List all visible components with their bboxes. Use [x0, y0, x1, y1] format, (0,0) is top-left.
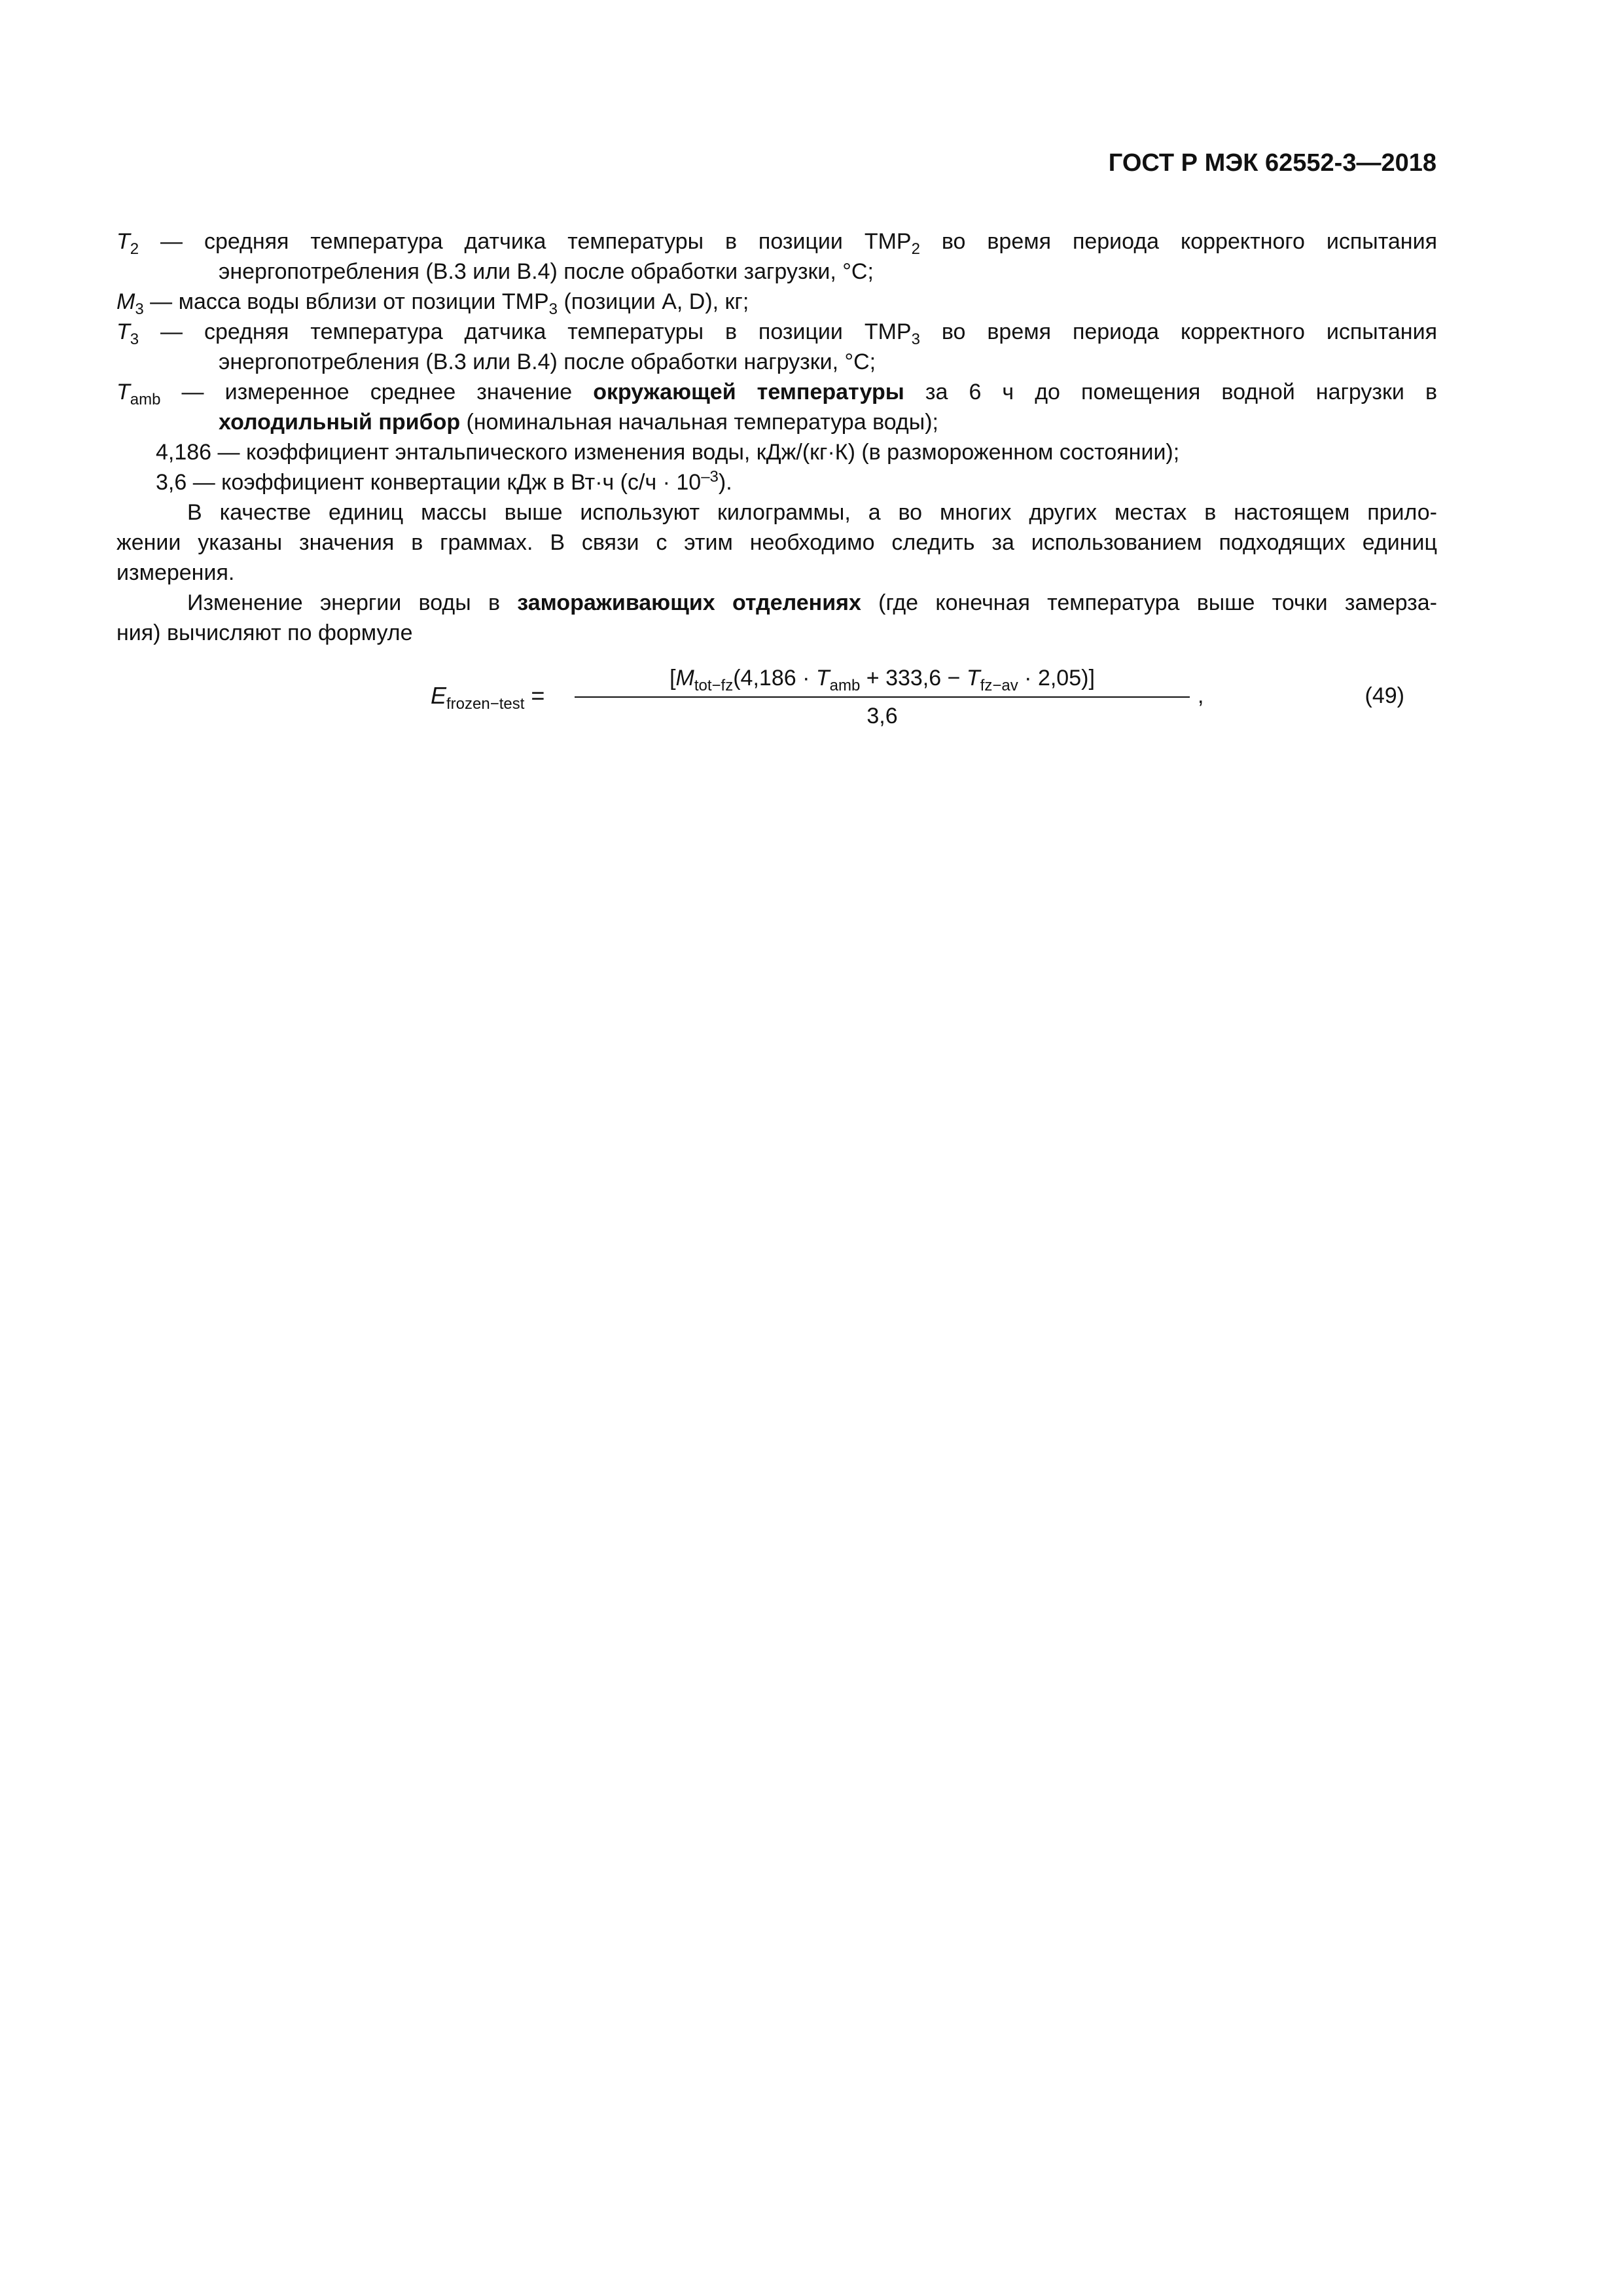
formula-49 [116, 661, 1437, 733]
def-tamb-line2: холодильный прибор (номинальная начальная температура воды); [219, 410, 938, 435]
para2-line2: ния) вычисляют по формуле [116, 620, 413, 645]
text-block [116, 226, 1437, 648]
fraction-bar [575, 696, 1190, 698]
var-symbol: T [116, 229, 130, 254]
def-tamb-line1: $T_{amb}$ — измеренное среднее значение окружающей температуры за 6 ч до помещения водной нагрузки в [116, 380, 1438, 408]
def-m3: $M_3$ — масса воды вблизи от позиции $ТМР_3$ (позиции A, D), кг; [116, 289, 749, 318]
def-t3-line2: энергопотребления (В.3 или В.4) после обработки нагрузки, °С; [219, 350, 876, 374]
para1-line2: жении указаны значения в граммах. В связи с этим необходимо следить за использованием подходящих единиц [116, 530, 1437, 555]
def-t3-line1: $T_3$ — средняя температура датчика температуры в позиции $ТМР_3$ во время периода корректного испытания [116, 319, 1437, 348]
formula-lhs: $E_{frozen-test}$ = [431, 682, 545, 713]
para2-line1: Изменение энергии воды в замораживающих отделениях (где конечная температура выше точки замерза- [187, 590, 1437, 615]
formula-comma: , [1198, 683, 1204, 708]
para1-line3: измерения. [116, 560, 235, 585]
def-k36: 3,6 — коэффициент конвертации кДж в Вт·ч $(с/ч \cdot 10^{-3})$. [156, 468, 732, 495]
def-k4186: 4,186 — коэффициент энтальпического изменения воды, кДж/(кг·К) (в размороженном состоянии); [156, 440, 1180, 465]
formula-numerator: $[M_{tot-fz}(4,186 \cdot T_{amb} + 333,6 - T_{fz-av} \cdot 2,05)]$ [669, 666, 1095, 694]
formula-fraction [575, 661, 1190, 733]
formula-number: (49) [1364, 683, 1404, 708]
formula-denominator: 3,6 [866, 704, 898, 728]
para1-line1: В качестве единиц массы выше используют килограммы, а во многих других местах в настоящем прило- [187, 500, 1437, 525]
def-t2-line2: энергопотребления (В.3 или В.4) после обработки загрузки, °С; [219, 259, 874, 284]
document-code: ГОСТ Р МЭК 62552-3—2018 [1108, 149, 1436, 177]
def-t2-line1: $T_2$ — средняя температура датчика температуры в позиции $ТМР_2$ во время периода корректного испытания [116, 229, 1437, 258]
